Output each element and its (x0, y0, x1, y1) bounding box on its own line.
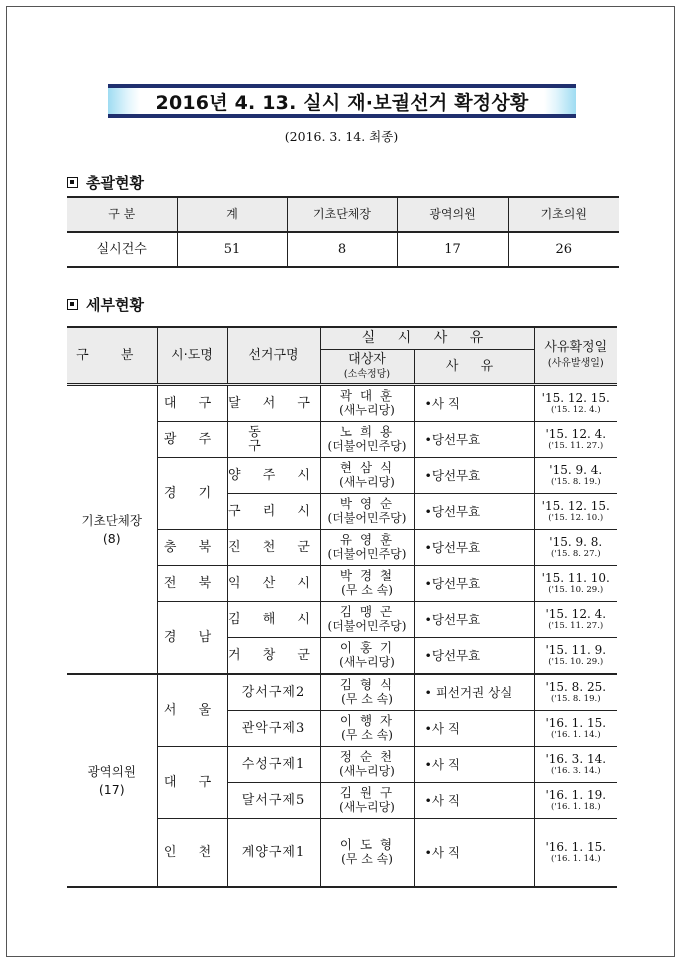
header-reason: 사 유 (414, 350, 534, 385)
group-label: 기초단체장 (81, 513, 142, 528)
date-cell: '15. 12. 4. ('15. 11. 27.) (534, 422, 617, 458)
district-cell: 진 천 군 (227, 530, 320, 566)
summary-heading-text: 총괄현황 (86, 174, 144, 192)
district-cell: 계양구제1 (227, 819, 320, 888)
district-cell: 양 주 시 (227, 458, 320, 494)
date-cell: '15. 9. 8. ('15. 8. 27.) (534, 530, 617, 566)
header-reason-group: 실 시 사 유 (320, 327, 534, 350)
reason-cell: •당선무효 (414, 422, 534, 458)
reason-cell: •당선무효 (414, 602, 534, 638)
table-row (67, 385, 617, 422)
summary-header-cell: 기초단체장 (287, 197, 397, 232)
summary-header-cell: 계 (177, 197, 287, 232)
summary-cell: 실시건수 (67, 232, 177, 267)
district-cell: 강서구제2 (227, 674, 320, 711)
date-cell: '15. 12. 4. ('15. 11. 27.) (534, 602, 617, 638)
target-cell: 이 행 자 (무 소 속) (320, 711, 414, 747)
date-cell: '15. 12. 15. ('15. 12. 10.) (534, 494, 617, 530)
summary-cell: 51 (177, 232, 287, 267)
district-cell: 달 서 구 (227, 385, 320, 422)
district-cell: 거 창 군 (227, 638, 320, 675)
target-cell: 김 맹 곤 (더불어민주당) (320, 602, 414, 638)
reason-cell: •사 직 (414, 385, 534, 422)
reason-cell: •당선무효 (414, 638, 534, 675)
district-cell: 동 구 (227, 422, 320, 458)
target-cell: 유 영 훈 (더불어민주당) (320, 530, 414, 566)
district-cell: 익 산 시 (227, 566, 320, 602)
detail-header-row (67, 327, 617, 350)
reason-cell: •사 직 (414, 747, 534, 783)
header-confirm-sub: (사유발생일) (547, 358, 604, 370)
summary-cell: 17 (397, 232, 508, 267)
target-cell: 현 삼 식 (새누리당) (320, 458, 414, 494)
page-subtitle: (2016. 3. 14. 최종) (284, 129, 399, 144)
summary-table (67, 196, 619, 268)
group-count: (17) (98, 781, 125, 797)
region-cell: 광 주 (157, 422, 227, 458)
header-region: 시·도명 (157, 327, 227, 385)
date-cell: '15. 11. 10. ('15. 10. 29.) (534, 566, 617, 602)
header-target-label: 대상자 (348, 352, 386, 368)
summary-cell: 26 (508, 232, 619, 267)
group-label: 광역의원 (87, 764, 136, 779)
target-cell: 박 영 순 (더불어민주당) (320, 494, 414, 530)
region-cell: 경 기 (157, 458, 227, 530)
header-category: 구 분 (67, 327, 157, 385)
header-district: 선거구명 (227, 327, 320, 385)
district-cell: 달서구제5 (227, 783, 320, 819)
date-cell: '15. 8. 25. ('15. 8. 19.) (534, 674, 617, 711)
summary-heading (67, 172, 144, 193)
reason-cell: •사 직 (414, 711, 534, 747)
target-cell: 정 순 천 (새누리당) (320, 747, 414, 783)
group-count: (8) (102, 530, 121, 546)
page-title: 2016년 4. 13. 실시 재·보궐선거 확정상황 (155, 91, 529, 114)
header-confirm-label: 사유확정일 (544, 340, 608, 356)
target-cell: 이 도 형 (무 소 속) (320, 819, 414, 888)
region-cell: 대 구 (157, 747, 227, 819)
reason-cell: •당선무효 (414, 566, 534, 602)
district-cell: 관악구제3 (227, 711, 320, 747)
date-cell: '16. 1. 15. ('16. 1. 14.) (534, 819, 617, 888)
summary-header-cell: 구 분 (67, 197, 177, 232)
summary-header-row (67, 197, 619, 232)
summary-cell: 8 (287, 232, 397, 267)
region-cell: 서 울 (157, 674, 227, 747)
reason-cell: •당선무효 (414, 494, 534, 530)
region-cell: 인 천 (157, 819, 227, 888)
reason-cell: •사 직 (414, 819, 534, 888)
reason-cell: • 피선거권 상실 (414, 674, 534, 711)
summary-header-cell: 광역의원 (397, 197, 508, 232)
date-cell: '16. 1. 19. ('16. 1. 18.) (534, 783, 617, 819)
table-row (67, 674, 617, 711)
title-banner (108, 84, 576, 118)
target-cell: 김 원 구 (새누리당) (320, 783, 414, 819)
date-cell: '16. 3. 14. ('16. 3. 14.) (534, 747, 617, 783)
group-metro-head (67, 674, 157, 887)
group-basic-head (67, 385, 157, 675)
header-target (320, 350, 414, 385)
summary-data-row (67, 232, 619, 267)
square-bullet-icon (67, 299, 78, 310)
target-cell: 김 형 식 (무 소 속) (320, 674, 414, 711)
region-cell: 전 북 (157, 566, 227, 602)
reason-cell: •당선무효 (414, 530, 534, 566)
date-cell: '15. 12. 15. ('15. 12. 4.) (534, 385, 617, 422)
detail-heading-text: 세부현황 (86, 296, 144, 314)
detail-heading (67, 294, 144, 315)
region-cell: 경 남 (157, 602, 227, 675)
target-cell: 박 경 철 (무 소 속) (320, 566, 414, 602)
date-cell: '15. 9. 4. ('15. 8. 19.) (534, 458, 617, 494)
district-cell: 김 해 시 (227, 602, 320, 638)
region-cell: 대 구 (157, 385, 227, 422)
reason-cell: •당선무효 (414, 458, 534, 494)
date-cell: '16. 1. 15. ('16. 1. 14.) (534, 711, 617, 747)
region-cell: 충 북 (157, 530, 227, 566)
summary-header-cell: 기초의원 (508, 197, 619, 232)
target-cell: 곽 대 훈 (새누리당) (320, 385, 414, 422)
header-target-sub: (소속정당) (343, 368, 391, 380)
target-cell: 이 홍 기 (새누리당) (320, 638, 414, 675)
district-cell: 구 리 시 (227, 494, 320, 530)
target-cell: 노 희 용 (더불어민주당) (320, 422, 414, 458)
reason-cell: •사 직 (414, 783, 534, 819)
header-confirm-date (534, 327, 617, 385)
detail-table (67, 326, 617, 888)
district-cell: 수성구제1 (227, 747, 320, 783)
date-cell: '15. 11. 9. ('15. 10. 29.) (534, 638, 617, 675)
square-bullet-icon (67, 177, 78, 188)
